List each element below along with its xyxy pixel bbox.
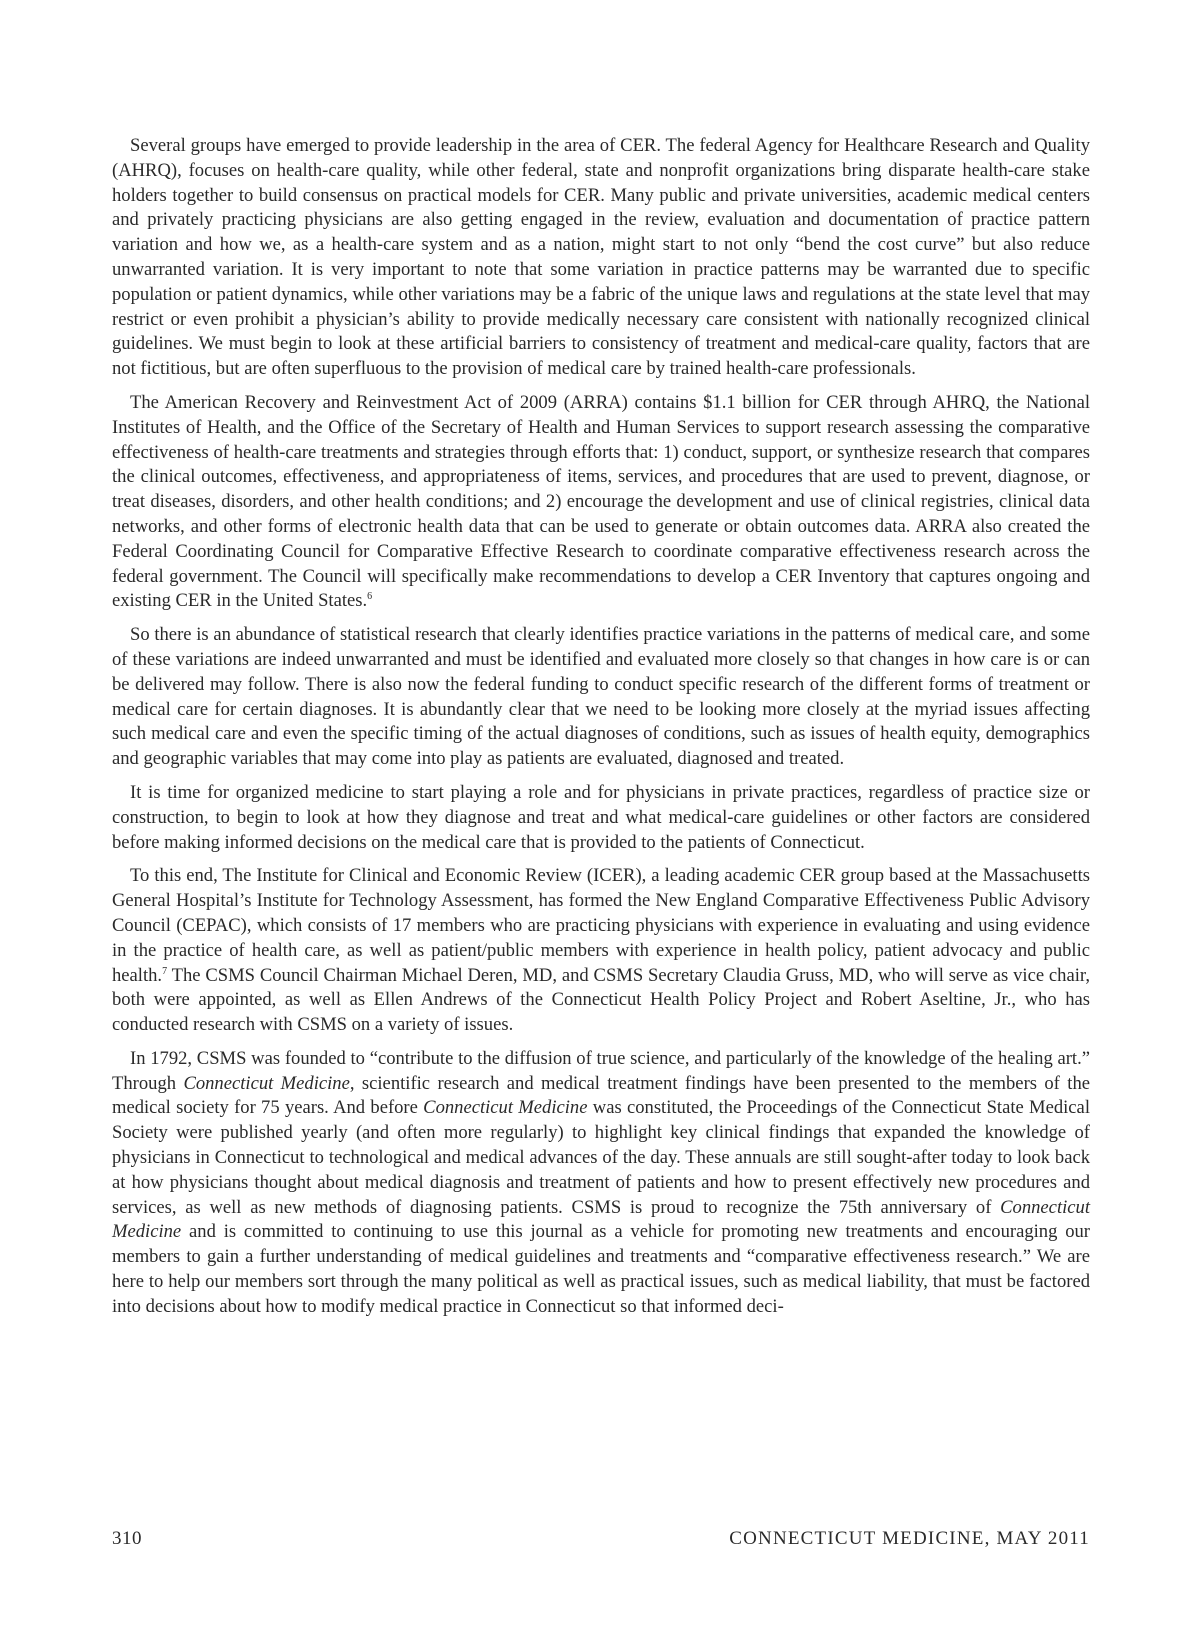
- paragraph-text: and is committed to continuing to use this journal as a vehicle for promoting new treatments and encouraging our members to gain a further understanding of medical guidelines and treatments and “comparative effectiveness research.” We are here to help our members sort through the many political as well as practical issues, such as medical liability, that must be factored into decisions about how to modify medical practice in Connecticut so that informed deci-: [112, 1221, 1090, 1317]
- page-number: 310: [112, 1528, 142, 1549]
- paragraph-icer-cepac: [112, 864, 1090, 1038]
- footnote-ref-7: 7: [162, 965, 168, 977]
- paragraph-text: In 1792, CSMS was founded to “contribute to the diffusion of true science, and particularly of the knowledge of the healing art.” Through: [112, 1047, 1090, 1094]
- paragraph-text: It is time for organized medicine to start playing a role and for physicians in private practices, regardless of practice size or construction, to begin to look at how they diagnose and treat and what medical-care guidelines or other factors are considered before making informed decisions on the medical care that is provided to the patients of Connecticut.: [112, 781, 1090, 853]
- journal-title: Connecticut Medicine: [423, 1097, 588, 1119]
- paragraph-text: The American Recovery and Reinvestment Act of 2009 (ARRA) contains $1.1 billion for CER through AHRQ, the National Institutes of Health, and the Office of the Secretary of Health and Human Services to support research assessing the comparative effectiveness of health-care treatments and strategies through efforts that: 1) conduct, support, or synthesize research that compares the clinical outcomes, effectiveness, and appropriateness of items, services, and procedures that are used to prevent, diagnose, or treat diseases, disorders, and other health conditions; and 2) encourage the development and use of clinical registries, clinical data networks, and other forms of electronic health data that can be used to generate or obtain outcomes data. ARRA also created the Federal Coordinating Council for Comparative Effective Research to coordinate comparative effectiveness research across the federal government. The Council will specifically make recommendations to develop a CER Inventory that captures ongoing and existing CER in the United States.: [112, 391, 1090, 612]
- paragraph-text: , scientific research and medical treatment findings have been presented to the members of the medical society for 75 years. And before: [112, 1072, 1090, 1119]
- page-footer: [112, 1528, 1090, 1558]
- paragraph-csms-history: [112, 1047, 1090, 1320]
- paragraph-cer-leadership: [112, 134, 1090, 382]
- journal-title: Connecticut Medicine: [183, 1072, 350, 1094]
- running-title: CONNECTICUT MEDICINE, MAY 2011: [729, 1528, 1090, 1549]
- paragraph-text: To this end, The Institute for Clinical and Economic Review (ICER), a leading academic CER group based at the Massachusetts General Hospital’s Institute for Technology Assessment, has formed the New England Comparative Effectiveness Public Advisory Council (CEPAC), which consists of 17 members who are practicing physicians with experience in evaluating and using evidence in the practice of health care, as well as patient/public members with experience in health policy, patient advocacy and public health.: [112, 865, 1090, 986]
- paragraph-arra-funding: [112, 391, 1090, 614]
- footnote-ref-6: 6: [367, 591, 373, 603]
- paragraph-text: was constituted, the Proceedings of the Connecticut State Medical Society were published yearly (and often more regularly) to highlight key clinical findings that expanded the knowledge of physicians in Connecticut to technological and medical advances of the day. These annuals are still sought-after today to look back at how physicians thought about medical diagnosis and treatment of patients and how to present effectively new procedures and services, as well as new methods of diagnosing patients. CSMS is proud to recognize the 75th anniversary of: [112, 1097, 1090, 1218]
- article-body: [112, 134, 1090, 1329]
- paragraph-text: Several groups have emerged to provide leadership in the area of CER. The federal Agency for Healthcare Research and Quality (AHRQ), focuses on health-care quality, while other federal, state and nonprofit organizations bring disparate health-care stake holders together to build consensus on practical models for CER. Many public and private universities, academic medical centers and privately practicing physicians are also getting engaged in the review, evaluation and documentation of practice pattern variation and how we, as a health-care system and as a nation, might start to not only “bend the cost curve” but also reduce unwarranted variation. It is very important to note that some variation in practice patterns may be warranted due to specific population or patient dynamics, while other variations may be a fabric of the unique laws and regulations at the state level that may restrict or even prohibit a physician’s ability to provide medically necessary care consistent with nationally recognized clinical guidelines. We must begin to look at these artificial barriers to consistency of treatment and medical-care quality, factors that are not fictitious, but are often superfluous to the provision of medical care by trained health-care professionals.: [112, 135, 1090, 380]
- paragraph-organized-medicine: [112, 781, 1090, 855]
- paragraph-text-continued: The CSMS Council Chairman Michael Deren, MD, and CSMS Secretary Claudia Gruss, MD, who will serve as vice chair, both were appointed, as well as Ellen Andrews of the Connecticut Health Policy Project and Robert Aseltine, Jr., who has conducted research with CSMS on a variety of issues.: [112, 964, 1090, 1036]
- paragraph-text: So there is an abundance of statistical research that clearly identifies practice variations in the patterns of medical care, and some of these variations are indeed unwarranted and must be identified and evaluated more closely so that changes in how care is or can be delivered may follow. There is also now the federal funding to conduct specific research of the different forms of treatment or medical care for certain diagnoses. It is abundantly clear that we need to be looking more closely at the myriad issues affecting such medical care and even the specific timing of the actual diagnoses of conditions, such as issues of health equity, demographics and geographic variables that may come into play as patients are evaluated, diagnosed and treated.: [112, 624, 1090, 770]
- journal-title: Connecticut Medicine: [112, 1196, 1090, 1243]
- paragraph-practice-variations: [112, 623, 1090, 772]
